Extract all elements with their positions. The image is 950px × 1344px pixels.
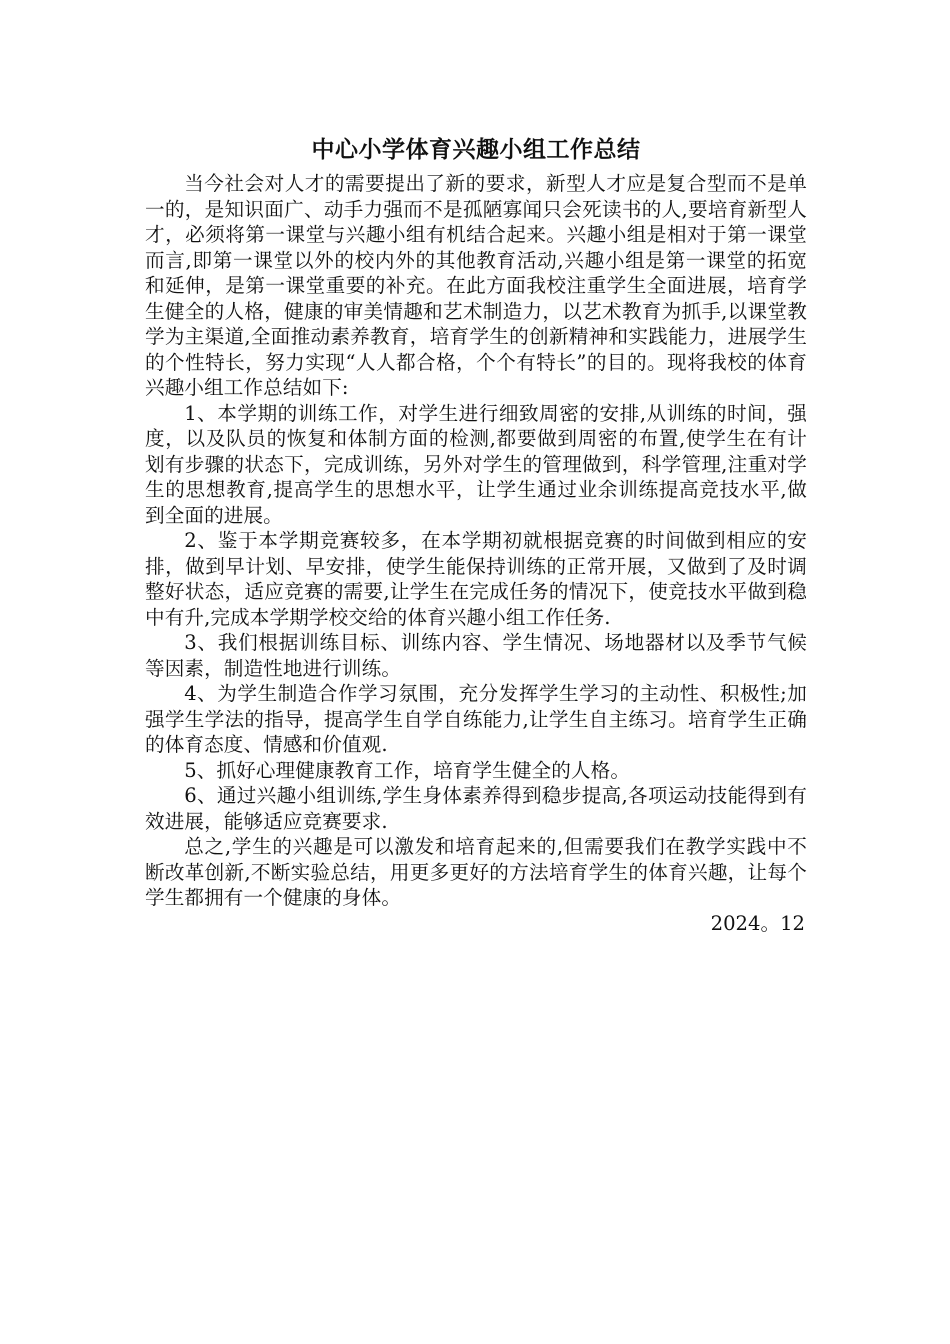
- paragraph-item-5: 5、抓好心理健康教育工作，培育学生健全的人格。: [184, 758, 631, 782]
- paragraph-item-4: 4、为学生制造合作学习氛围，充分发挥学生学习的主动性、积极性;加强学生学法的指导，提高学生自学自练能力,让学生自主练习。培育学生正确的体育态度、情感和价值观.: [145, 682, 807, 756]
- paragraph-item-1: 1、本学期的训练工作，对学生进行细致周密的安排,从训练的时间，强度，以及队员的恢复和体制方面的检测,都要做到周密的布置,使学生在有计划有步骤的状态下，完成训练，另外对学生的管理做到，科学管理,注重对学生的思想教育,提高学生的思想水平，让学生通过业余训练提高竞技水平,做到全面的进展。: [145, 401, 807, 527]
- document-page: [145, 132, 807, 936]
- document-title: 中心小学体育兴趣小组工作总结: [311, 137, 641, 163]
- paragraph-item-3: 3、我们根据训练目标、训练内容、学生情况、场地器材以及季节气候等因素，制造性地进行训练。: [145, 631, 807, 680]
- paragraph-item-2: 2、鉴于本学期竞赛较多，在本学期初就根据竞赛的时间做到相应的安排，做到早计划、早安排，使学生能保持训练的正常开展，又做到了及时调整好状态，适应竞赛的需要,让学生在完成任务的情况下，使竞技水平做到稳中有升,完成本学期学校交给的体育兴趣小组工作任务.: [145, 529, 807, 629]
- paragraph-conclusion: 总之,学生的兴趣是可以激发和培育起来的,但需要我们在教学实践中不断改革创新,不断实验总结，用更多更好的方法培育学生的体育兴趣，让每个学生都拥有一个健康的身体。: [145, 835, 807, 909]
- document-date: 2024。12: [710, 911, 805, 935]
- paragraph-item-6: 6、通过兴趣小组训练,学生身体素养得到稳步提高,各项运动技能得到有效进展，能够适应竞赛要求.: [145, 784, 807, 833]
- paragraph-intro: 当今社会对人才的需要提出了新的要求，新型人才应是复合型而不是单一的，是知识面广、动手力强而不是孤陋寡闻只会死读书的人,要培育新型人才，必须将第一课堂与兴趣小组有机结合起来。兴趣小组是相对于第一课堂而言,即第一课堂以外的校内外的其他教育活动,兴趣小组是第一课堂的拓宽和延伸，是第一课堂重要的补充。在此方面我校注重学生全面进展，培育学生健全的人格，健康的审美情趣和艺术制造力，以艺术教育为抓手,以课堂教学为主渠道,全面推动素养教育，培育学生的创新精神和实践能力，进展学生的个性特长，努力实现“人人都合格，个个有特长”的目的。现将我校的体育兴趣小组工作总结如下:: [145, 172, 807, 399]
